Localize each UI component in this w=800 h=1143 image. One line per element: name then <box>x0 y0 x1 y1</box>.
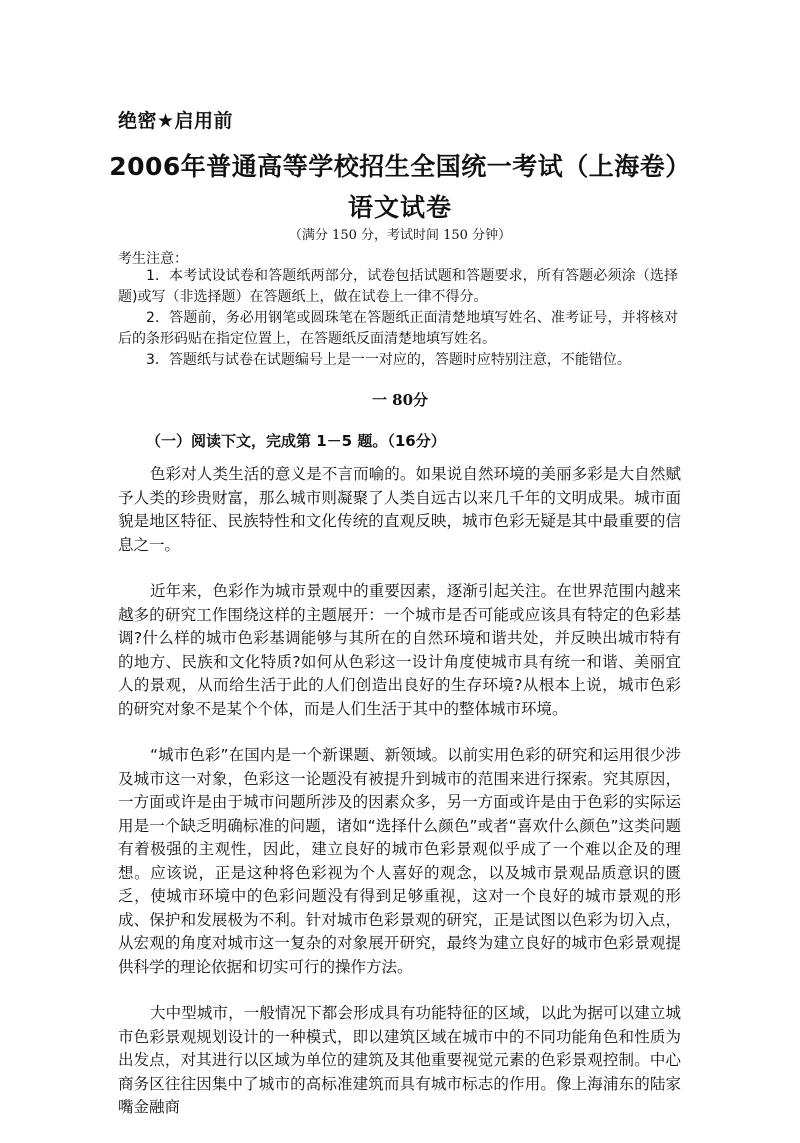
notice-heading: 考生注意： <box>118 251 188 267</box>
part-heading: （一）阅读下文，完成第 1－5 题。（16分） <box>146 432 446 450</box>
section-heading: 一 80分 <box>371 391 429 409</box>
passage-paragraph: 色彩对人类生活的意义是不言而喻的。如果说自然环境的美丽多彩是大自然赋予人类的珍贵财富，那么城市则凝聚了人类自远古以来几千年的文明成果。城市面貌是地区特征、民族特性和文化传统的直观反映，城市色彩无疑是其中最重要的信息之一。 <box>118 465 681 554</box>
confidential-label: 绝密★启用前 <box>118 110 234 132</box>
passage-paragraph: “城市色彩”在国内是一个新课题、新领域。以前实用色彩的研究和运用很少涉及城市这一对象，色彩这一论题没有被提升到城市的范围来进行探索。究其原因，一方面或许是由于城市问题所涉及的因素众多，另一方面或许是由于色彩的实际运用是一个缺乏明确标准的问题，诸如“选择什么颜色”或者“喜欢什么颜色”这类问题有着极强的主观性，因此，建立良好的城市色彩景观似乎成了一个难以企及的理想。应该说，正是这种将色彩视为个人喜好的观念，以及城市景观品质意识的匮乏，使城市环境中的色彩问题没有得到足够重视，这对一个良好的城市景观的形成、保护和发展极为不利。针对城市色彩景观的研究，正是试图以色彩为切入点，从宏观的角度对城市这一复杂的对象展开研究，最终为建立良好的城市色彩景观提供科学的理论依据和切实可行的操作方法。 <box>118 746 681 976</box>
notice-item: 1．本考试设试卷和答题纸两部分，试卷包括试题和答题要求，所有答题必须涂（选择题)或写（非选择题）在答题纸上，做在试卷上一律不得分。 <box>118 268 678 305</box>
reading-passage <box>118 463 681 1143</box>
notice-item: 2．答题前，务必用钢笔或圆珠笔在答题纸正面清楚地填写姓名、准考证号，并将核对后的条形码贴在指定位置上，在答题纸反面清楚地填写姓名。 <box>118 310 678 347</box>
notice-list <box>118 266 678 371</box>
notice-item: 3．答题纸与试卷在试题编号上是一一对应的，答题时应特别注意，不能错位。 <box>146 352 631 368</box>
score-time-note: （满分 150 分，考试时间 150 分钟） <box>288 228 512 243</box>
subject-title: 语文试卷 <box>347 193 452 222</box>
exam-title: 2006年普通高等学校招生全国统一考试（上海卷） <box>109 152 691 181</box>
passage-paragraph: 大中型城市，一般情况下都会形成具有功能特征的区域，以此为据可以建立城市色彩景观规划设计的一种模式，即以建筑区域在城市中的不同功能角色和性质为出发点，对其进行以区域为单位的建筑及其他重要视觉元素的色彩景观控制。中心商务区往往因集中了城市的高标准建筑而具有城市标志的作用。像上海浦东的陆家嘴金融商 <box>118 1004 681 1116</box>
passage-paragraph: 近年来，色彩作为城市景观中的重要因素，逐渐引起关注。在世界范围内越来越多的研究工作围绕这样的主题展开：一个城市是否可能或应该具有特定的色彩基调?什么样的城市色彩基调能够与其所在的自然环境和谐共处，并反映出城市特有的地方、民族和文化特质?如何从色彩这一设计角度使城市具有统一和谐、美丽宜人的景观，从而给生活于此的人们创造出良好的生存环境?从根本上说，城市色彩的研究对象不是某个个体，而是人们生活于其中的整体城市环境。 <box>118 582 681 718</box>
